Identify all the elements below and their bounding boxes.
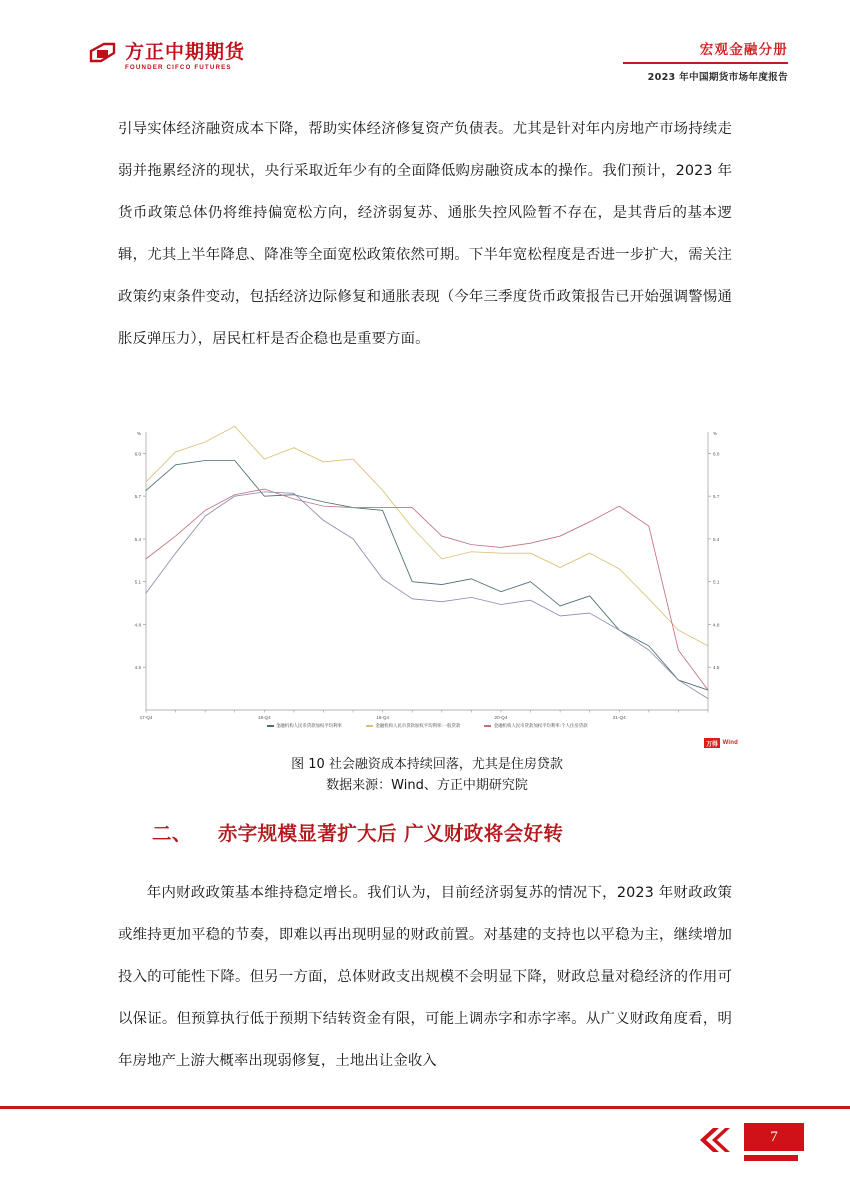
figure-source: 数据来源：Wind、方正中期研究院 <box>326 778 528 793</box>
svg-text:5.4: 5.4 <box>713 536 720 542</box>
wind-logo-text: Wind <box>722 740 738 746</box>
legend-color-swatch <box>484 725 491 726</box>
section-title: 赤字规模显著扩大后 广义财政将会好转 <box>217 822 564 845</box>
section-heading-fiscal <box>152 818 752 846</box>
legend-item <box>484 723 587 729</box>
header-divider <box>623 62 788 64</box>
legend-item <box>366 723 460 729</box>
legend-label: 金融机构人民币贷款加权平均利率:一般贷款 <box>375 724 461 729</box>
page-header <box>0 0 850 100</box>
page-number: 7 <box>770 1128 778 1145</box>
figure-caption: 图 10 社会融资成本持续回落，尤其是住房贷款 <box>291 757 563 772</box>
wind-logo-icon: 万得 <box>704 738 719 748</box>
legend-label: 金融机构人民币贷款加权平均利率:个人住房贷款 <box>493 724 588 729</box>
financing-cost-line-chart <box>112 418 742 738</box>
svg-text:5.4: 5.4 <box>134 536 141 542</box>
svg-text:%: % <box>713 431 718 436</box>
body-text-bottom <box>118 872 732 1082</box>
svg-text:21-Q4: 21-Q4 <box>612 715 626 720</box>
svg-text:17-Q4: 17-Q4 <box>139 715 153 720</box>
chart-legend <box>112 723 742 729</box>
chart-container <box>112 418 742 748</box>
legend-label: 金融机构人民币贷款加权平均利率 <box>276 724 342 729</box>
svg-text:19-Q4: 19-Q4 <box>376 715 390 720</box>
section-number: 二、 <box>152 822 192 845</box>
svg-text:6.0: 6.0 <box>713 451 720 457</box>
page-number-underbar <box>744 1155 798 1161</box>
header-volume-title: 宏观金融分册 <box>699 42 788 58</box>
wind-watermark <box>704 738 738 748</box>
legend-color-swatch <box>267 725 274 726</box>
paragraph-monetary-policy: 引导实体经济融资成本下降，帮助实体经济修复资产负债表。尤其是针对年内房地产市场持续走弱并拖累经济的现状，央行采取近年少有的全面降低购房融资成本的操作。我们预计，2023 年货币政策总体仍将维持偏宽松方向，经济弱复苏、通胀失控风险暂不存在，是其背后的基本逻辑，尤其上半年降息、降准等全面宽松政策依然可期。下半年宽松程度是否进一步扩大，需关注政策约束条件变动，包括经济边际修复和通胀表现（今年三季度货币政策报告已开始强调警惕通胀反弹压力），居民杠杆是否企稳也是重要方面。 <box>118 121 732 347</box>
logo-chinese-name: 方正中期期货 <box>125 40 246 63</box>
svg-text:5.7: 5.7 <box>713 494 720 500</box>
legend-color-swatch <box>366 725 373 726</box>
founder-cube-logo-icon <box>88 42 118 72</box>
figure-10 <box>112 418 742 796</box>
header-report-subtitle: 2023 年中国期货市场年度报告 <box>647 72 788 84</box>
header-title-block <box>623 38 788 83</box>
svg-text:18-Q4: 18-Q4 <box>257 715 271 720</box>
svg-text:5.1: 5.1 <box>713 579 720 585</box>
page-number-badge <box>744 1123 804 1151</box>
svg-text:4.5: 4.5 <box>134 665 141 671</box>
svg-text:5.1: 5.1 <box>134 579 141 585</box>
paragraph-fiscal-policy: 年内财政政策基本维持稳定增长。我们认为，目前经济弱复苏的情况下，2023 年财政政策或维持更加平稳的节奏，即难以再出现明显的财政前置。对基建的支持也以平稳为主，继续增加投入的可能性下降。但另一方面，总体财政支出规模不会明显下降，财政总量对稳经济的作用可以保证。但预算执行低于预期下结转资金有限，可能上调赤字和赤字率。从广义财政角度看，明年房地产上游大概率出现弱修复，土地出让金收入 <box>118 885 732 1069</box>
svg-text:4.5: 4.5 <box>713 665 720 671</box>
svg-text:5.7: 5.7 <box>134 494 141 500</box>
legend-item <box>267 723 342 729</box>
body-text-top <box>118 108 732 360</box>
logo-english-name: FOUNDER CIFCO FUTURES <box>125 63 232 71</box>
company-logo <box>88 42 245 72</box>
svg-text:6.0: 6.0 <box>134 451 141 457</box>
svg-text:4.8: 4.8 <box>134 622 141 628</box>
double-chevron-left-icon <box>696 1125 732 1155</box>
svg-text:4.8: 4.8 <box>713 622 720 628</box>
footer-divider <box>0 1106 850 1109</box>
page-footer <box>0 1092 850 1202</box>
svg-text:%: % <box>136 431 141 436</box>
svg-text:20-Q4: 20-Q4 <box>494 715 508 720</box>
